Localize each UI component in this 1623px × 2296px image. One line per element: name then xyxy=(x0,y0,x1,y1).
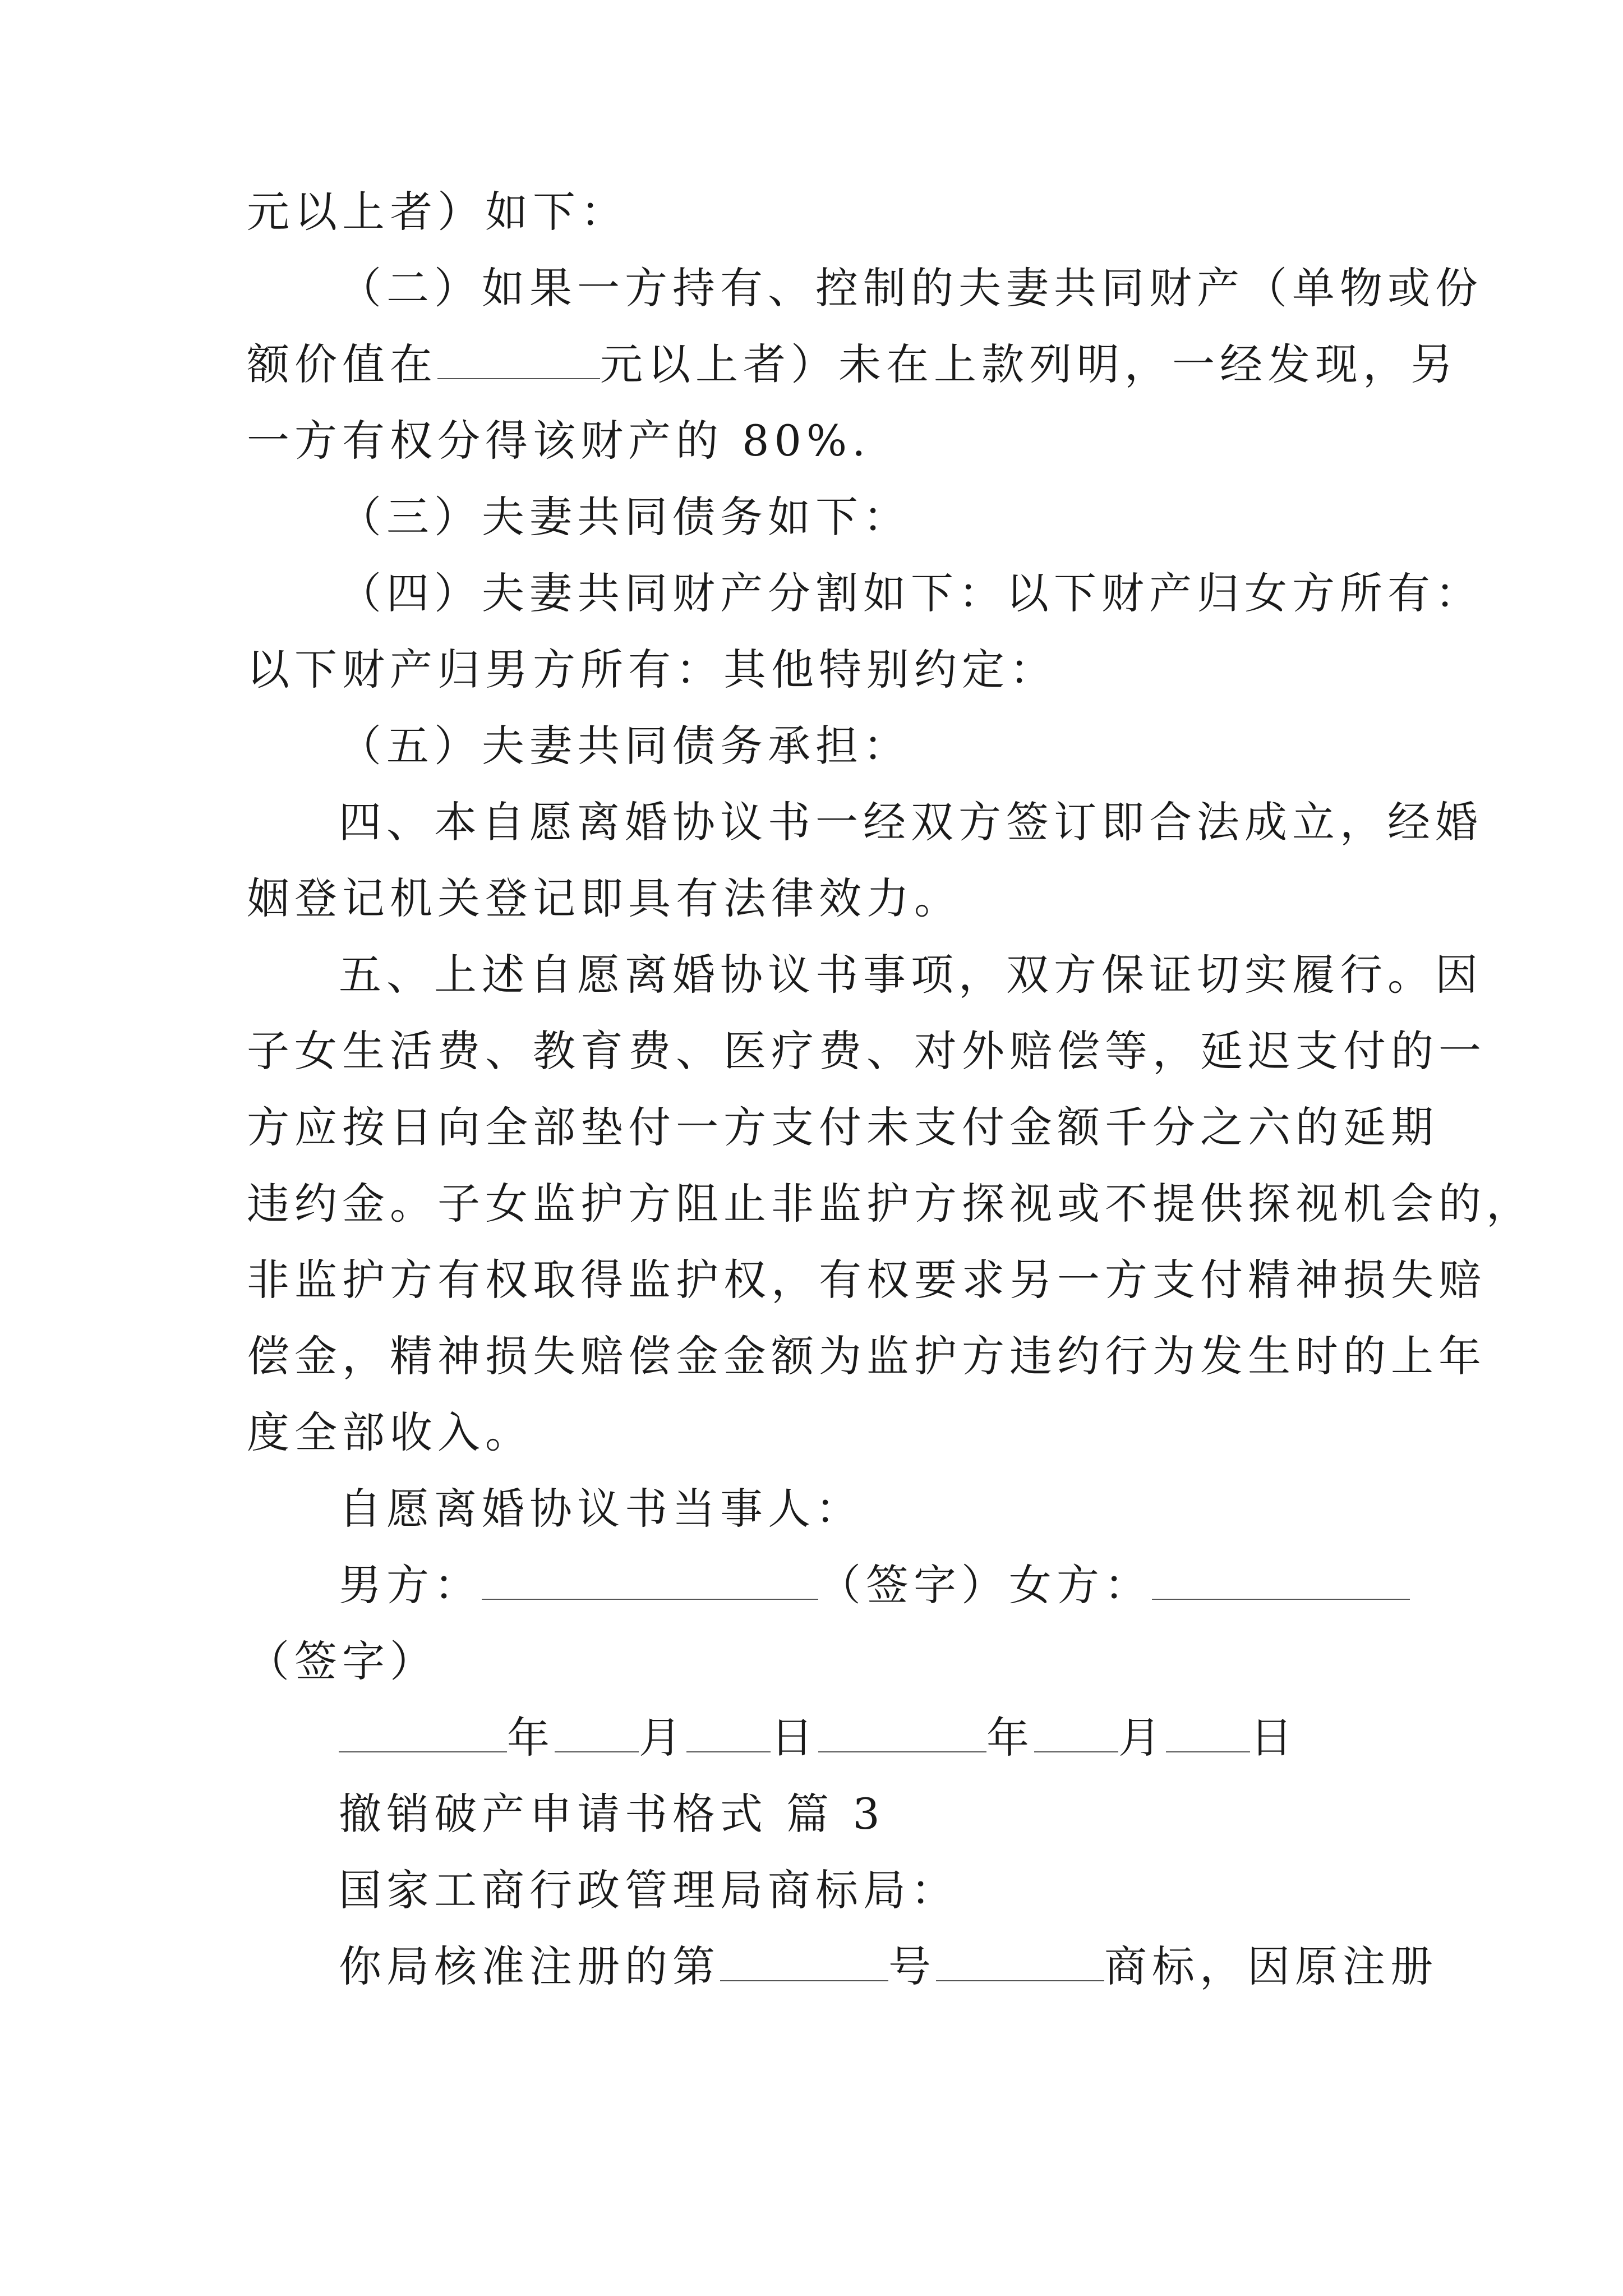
section-heading: 撤销破产申请书格式 篇 3 xyxy=(339,1789,885,1839)
male-party-label: 男方： xyxy=(339,1560,482,1610)
day-label: 日 xyxy=(771,1713,818,1763)
text-line: （四）夫妻共同财产分割如下：以下财产归女方所有： xyxy=(339,568,1483,618)
text-line: 四、本自愿离婚协议书一经双方签订即合法成立，经婚 xyxy=(339,797,1483,847)
text-line: 方应按日向全部垫付一方支付未支付金额千分之六的延期 xyxy=(247,1102,1438,1152)
text-line xyxy=(247,338,1458,392)
signature-line xyxy=(339,1558,1410,1612)
text-line: 非监护方有权取得监护权，有权要求另一方支付精神损失赔 xyxy=(247,1255,1486,1305)
day-field[interactable] xyxy=(1166,1718,1250,1752)
text-line: 违约金。子女监护方阻止非监护方探视或不提供探视机会的， xyxy=(247,1179,1534,1228)
month-field[interactable] xyxy=(1034,1718,1118,1752)
text-fragment: 号 xyxy=(888,1941,936,1991)
year-field[interactable] xyxy=(818,1718,986,1752)
text-fragment: 你局核准注册的第 xyxy=(339,1941,720,1991)
female-party-label: （签字）女方： xyxy=(818,1560,1152,1610)
text-line: 自愿离婚协议书当事人： xyxy=(339,1484,863,1534)
text-line: （三）夫妻共同债务如下： xyxy=(339,492,911,542)
male-signature-field[interactable] xyxy=(482,1565,818,1600)
year-label: 年 xyxy=(986,1713,1034,1763)
text-line xyxy=(339,1940,1438,1994)
text-line: 五、上述自愿离婚协议书事项，双方保证切实履行。因 xyxy=(339,950,1483,1000)
date-line xyxy=(339,1711,1298,1765)
text-line: （签字） xyxy=(247,1636,437,1686)
year-field[interactable] xyxy=(339,1718,507,1752)
blank-field[interactable] xyxy=(437,344,600,379)
text-line: 姻登记机关登记即具有法律效力。 xyxy=(247,873,962,923)
text-line: 子女生活费、教育费、医疗费、对外赔偿等，延迟支付的一 xyxy=(247,1026,1486,1076)
text-line: 度全部收入。 xyxy=(247,1407,533,1457)
text-fragment: 元以上者）未在上款列明，一经发现，另 xyxy=(600,339,1458,389)
month-field[interactable] xyxy=(555,1718,639,1752)
month-label: 月 xyxy=(1118,1713,1166,1763)
year-label: 年 xyxy=(507,1713,555,1763)
day-field[interactable] xyxy=(686,1718,771,1752)
text-line: （五）夫妻共同债务承担： xyxy=(339,721,911,771)
text-line: 偿金，精神损失赔偿金金额为监护方违约行为发生时的上年 xyxy=(247,1331,1486,1381)
female-signature-field[interactable] xyxy=(1152,1565,1410,1600)
month-label: 月 xyxy=(639,1713,686,1763)
day-label: 日 xyxy=(1250,1713,1298,1763)
text-fragment: 商标，因原注册 xyxy=(1104,1941,1438,1991)
text-line: 国家工商行政管理局商标局： xyxy=(339,1865,958,1915)
text-line: 元以上者）如下： xyxy=(247,187,628,237)
text-line: 以下财产归男方所有：其他特别约定： xyxy=(247,645,1057,694)
registration-number-field[interactable] xyxy=(720,1947,888,1981)
text-fragment: 额价值在 xyxy=(247,339,437,389)
text-line: （二）如果一方持有、控制的夫妻共同财产（单物或份 xyxy=(339,263,1483,313)
trademark-name-field[interactable] xyxy=(936,1947,1104,1981)
text-line: 一方有权分得该财产的 80%. xyxy=(247,416,871,466)
